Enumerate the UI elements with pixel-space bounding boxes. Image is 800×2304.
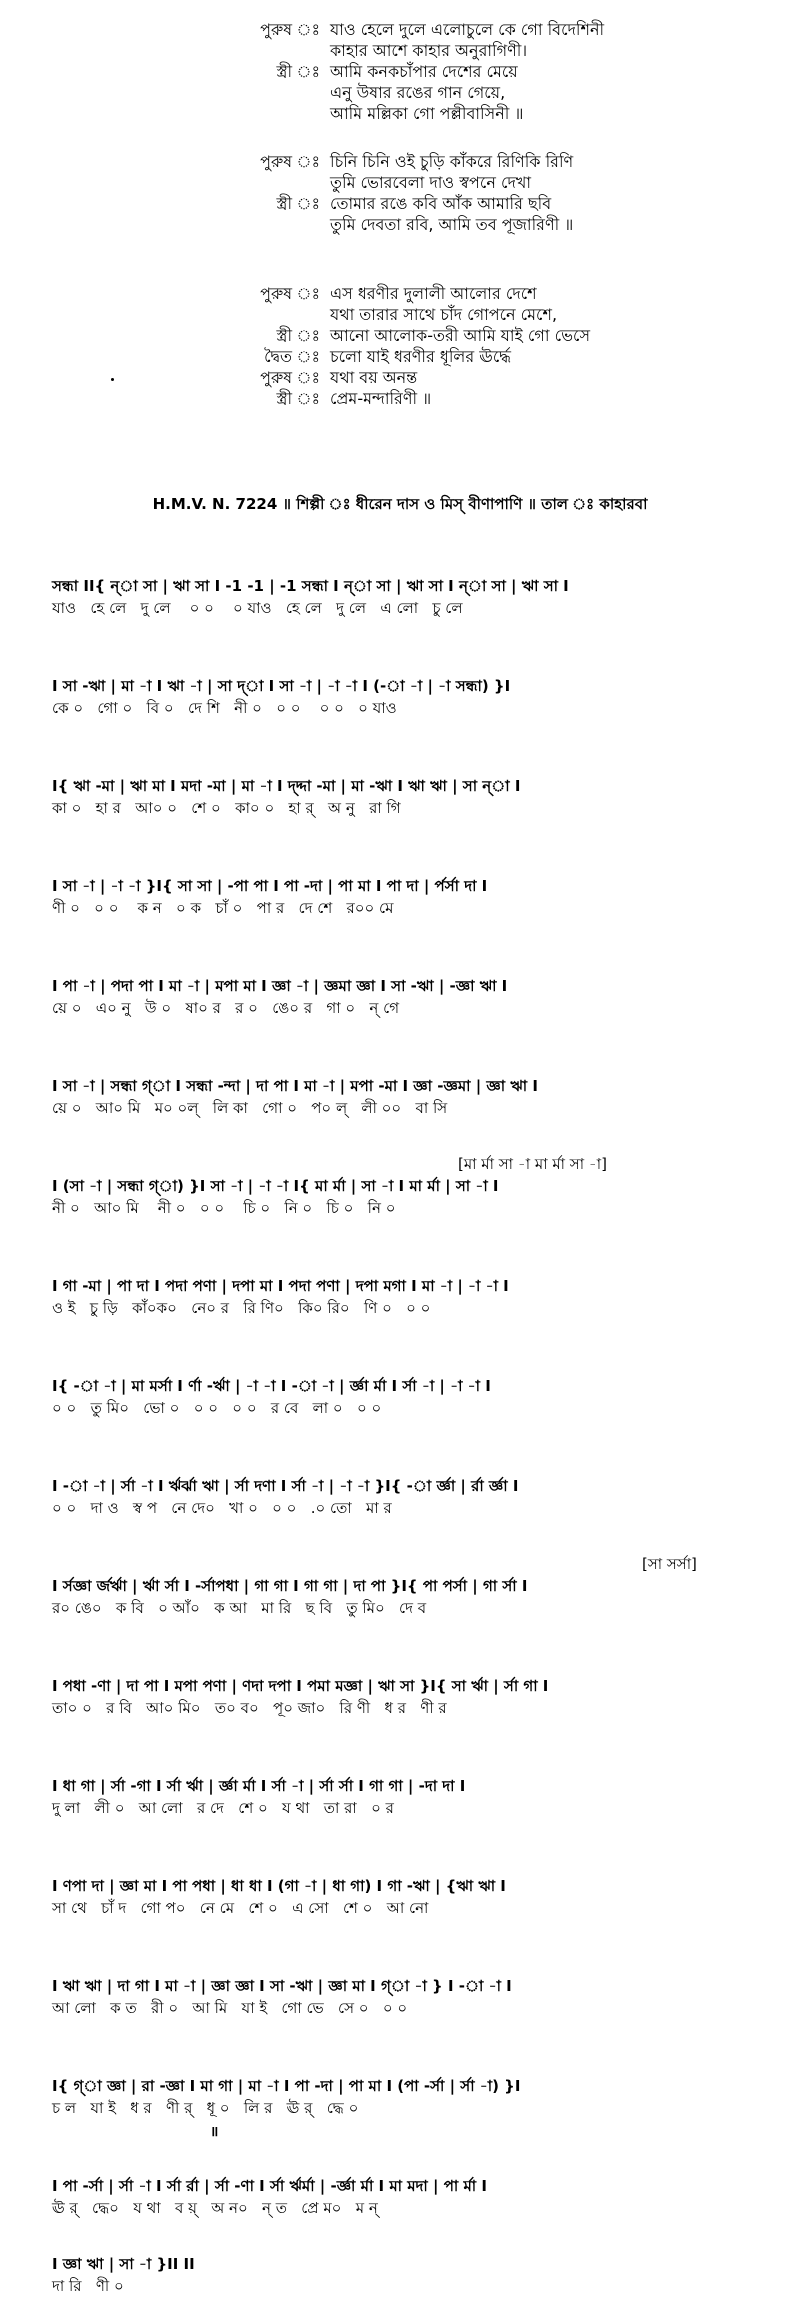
lyric-text: যাও হেলে দুলে এলোচুলে কে গো বিদেশিনী xyxy=(330,20,605,39)
notes-line: সন্ধা II{ ন্া সা | ঋা সা I -1 -1 | -1 সন্ধা I ন্া সা | ঋা সা I ন্া সা | ঋা সা I xyxy=(52,577,569,595)
dot-mark xyxy=(111,378,114,381)
syllables-line: চ ল যা ই ধ র ণী র্ ধূ ০ লি র ঊ র্ দ্ধে ০ xyxy=(52,2099,359,2117)
syllables-line: নী ০ আ০ মি নী ০ ০ ০ চি ০ নি ০ চি ০ নি ০ xyxy=(52,1199,396,1217)
syllables-line: দু লা লী ০ আ লো র দে শে ০ য থা তা রা ০ র xyxy=(52,1799,394,1817)
lyric-text: আনো আলোক-তরী আমি যাই গো ভেসে xyxy=(330,326,591,345)
lyric-text: তুমি ভোরবেলা দাও স্বপনে দেখা xyxy=(330,173,532,192)
notes-line: I (সা -া | সন্ধা গ্া) }I সা -া | -া -া I{ মা র্মা | সা -া I মা র্মা | সা -া I xyxy=(52,1177,499,1195)
notes-line: I{ ঋা -মা | ঋা মা I মদা -মা | মা -া I দ্দ্দা -মা | মা -ঋা I ঋা ঋা | সা ন্া I xyxy=(52,777,521,795)
notes-line: I সা -া | -া -া }I{ সা সা | -পা পা I পা -দা | পা মা I পা দা | র্পর্সা দা I xyxy=(52,877,488,895)
notes-line: I গা -মা | পা দা I পদা পণা | দপা মা I পদা পণা | দপা মগা I মা -া | -া -া I xyxy=(52,1277,509,1295)
lyric-text: যথা বয় অনন্ত xyxy=(330,368,418,387)
speaker-label: পুরুষ ঃ xyxy=(260,284,320,303)
syllables-line: কে ০ গো ০ বি ০ দে শি নী ০ ০ ০ ০ ০ ০ যাও xyxy=(52,699,397,717)
speaker-label: স্ত্রী ঃ xyxy=(276,389,320,408)
lyric-text: প্রেম-মন্দারিণী ॥ xyxy=(330,389,432,408)
notes-line: I ধা গা | র্সা -গা I র্সা র্ঋা | র্জ্ঞা র্মা I র্সা -া | র্সা র্সা I গা গা | -দা দা I xyxy=(52,1777,466,1795)
speaker-label: স্ত্রী ঃ xyxy=(276,194,320,213)
syllables-line: কা ০ হা র আ০ ০ শে ০ কা০ ০ হা র্ অ নু রা গি xyxy=(52,799,401,817)
lyric-text: আমি মল্লিকা গো পল্লীবাসিনী ॥ xyxy=(330,104,524,123)
speaker-label: পুরুষ ঃ xyxy=(260,20,320,39)
lyric-text: তোমার রঙে কবি আঁক আমারি ছবি xyxy=(330,194,552,213)
notes-line: I পা -র্সা | র্সা -া I র্সা র্রা | র্সা -ণা I র্সা র্ঋর্মা | -র্জ্ঞা র্মা I মা মদা | পা র্মা I xyxy=(52,2177,487,2195)
syllables-line: ঊ র্ দ্ধে০ য থা ব য়্ অ ন০ ন্ ত প্রে ম০ ম ন্ xyxy=(52,2199,378,2217)
syllables-line: তা০ ০ র বি আ০ মি০ ত০ ব০ পূ০ জা০ রি ণী ধ র ণী র xyxy=(52,1699,447,1717)
notes-line: I র্সজ্ঞা র্জর্ঋা | র্ঋা র্সা I -র্সাপধা | গা গা I গা গা | দা পা }I{ পা পর্সা | গা র্সা I xyxy=(52,1577,528,1595)
notes-line: I{ -া -া | মা মর্সা I র্ণা -র্ঋা | -া -া I -া -া | র্জ্ঞা র্মা I র্সা -া | -া -া I xyxy=(52,1377,491,1395)
speaker-label: স্ত্রী ঃ xyxy=(276,326,320,345)
speaker-label: পুরুষ ঃ xyxy=(260,152,320,171)
final-double-danda: ॥ xyxy=(210,2124,219,2140)
syllables-line: ও ই চু ড়ি কাঁ০ক০ নে০ র রি ণি০ কি০ রি০ ণি ০ ০ ০ xyxy=(52,1299,431,1317)
record-header: H.M.V. N. 7224 ॥ শিল্পী ঃ ধীরেন দাস ও মিস্ বীণাপাণি ॥ তাল ঃ কাহারবা xyxy=(152,495,648,513)
syllables-line: দা রি ণী ০ xyxy=(52,2277,124,2295)
lyric-text: চিনি চিনি ওই চুড়ি কাঁকরে রিণিকি রিণি xyxy=(330,152,574,171)
lyric-text: যথা তারার সাথে চাঁদ গোপনে মেশে, xyxy=(330,305,558,324)
lyric-text: কাহার আশে কাহার অনুরাগিণী। xyxy=(330,41,528,60)
syllables-line: ০ ০ দা ও স্ব প নে দে০ খা ০ ০ ০ .০ তো মা র xyxy=(52,1499,392,1517)
notes-line: I পধা -ণা | দা পা I মপা পণা | ণদা দপা I পমা মজ্ঞা | ঋা সা }I{ সা র্ঋা | র্সা গা I xyxy=(52,1677,549,1695)
speaker-label: স্ত্রী ঃ xyxy=(276,62,320,81)
lyric-text: এনু উষার রঙের গান গেয়ে, xyxy=(330,83,506,102)
lyric-text: এস ধরণীর দুলালী আলোর দেশে xyxy=(330,284,537,303)
syllables-line: সা থে চাঁ দ গো প০ নে মে শে ০ এ সো শে ০ আ নো xyxy=(52,1899,429,1917)
syllables-line: য়ে ০ আ০ মি ম০ ০ল্ লি কা গো ০ প০ ল্ লী ০০ বা সি xyxy=(52,1099,448,1117)
bracket-note: [সা সর্সা] xyxy=(642,1555,697,1573)
syllables-line: র০ ঙে০ ক বি ০ আঁ০ ক আ মা রি ছ বি তু মি০ দে ব xyxy=(52,1599,427,1617)
lyric-text: তুমি দেবতা রবি, আমি তব পূজারিণী ॥ xyxy=(330,215,574,234)
syllables-line: য়ে ০ এ০ নু উ ০ ষা০ র র ০ ঙে০ র গা ০ ন্ গে xyxy=(52,999,400,1017)
notes-line: I পা -া | পদা পা I মা -া | মপা মা I জ্ঞা -া | জ্ঞমা জ্ঞা I সা -ঋা | -জ্ঞা ঋা I xyxy=(52,977,508,995)
notes-line: I জ্ঞা ঋা | সা -া }II II xyxy=(52,2255,195,2273)
syllables-line: ০ ০ তু মি০ ভো ০ ০ ০ ০ ০ র বে লা ০ ০ ০ xyxy=(52,1399,382,1417)
lyric-text: চলো যাই ধরণীর ধূলির ঊর্দ্ধে xyxy=(330,347,511,366)
speaker-label: পুরুষ ঃ xyxy=(260,368,320,387)
lyric-text: আমি কনকচাঁপার দেশের মেয়ে xyxy=(330,62,518,81)
bracket-note: [মা র্মা সা -া মা র্মা সা -া] xyxy=(458,1155,608,1173)
notes-line: I ণপা দা | জ্ঞা মা I পা পধা | ধা ধা I (গা -া | ধা গা) I গা -ঋা | {ঋা ঋা I xyxy=(52,1877,506,1895)
speaker-label: দ্বৈত ঃ xyxy=(264,347,320,366)
syllables-line: আ লো ক ত রী ০ আ মি যা ই গো ভে সে ০ ০ ০ xyxy=(52,1999,408,2017)
syllables-line: যাও হে লে দু লে ০ ০ ০ যাও হে লে দু লে এ লো চু লে xyxy=(52,599,463,617)
notes-line: I -া -া | র্সা -া I র্ঋর্ঝা ঋা | র্সা দণা I র্সা -া | -া -া }I{ -া র্জ্ঞা | র্রা র্জ্ঞা I xyxy=(52,1477,519,1495)
notes-line: I ঋা ঋা | দা গা I মা -া | জ্ঞা জ্ঞা I সা -ঋা | জ্ঞা মা I গ্া -া } I -া -া I xyxy=(52,1977,512,1995)
notes-line: I{ গ্া জ্ঞা | রা -জ্ঞা I মা গা | মা -া I পা -দা | পা মা I (পা -র্সা | র্সা -া) }I xyxy=(52,2077,521,2095)
notes-line: I সা -া | সন্ধা গ্া I সন্ধা -ন্দা | দা পা I মা -া | মপা -মা I জ্ঞা -জ্ঞমা | জ্ঞা ঋা I xyxy=(52,1077,538,1095)
syllables-line: ণী ০ ০ ০ ক ন ০ ক চাঁ ০ পা র দে শে র০০ মে xyxy=(52,899,394,917)
notes-line: I সা -ঋা | মা -া I ঋা -া | সা দ্া I সা -া | -া -া I (-া -া | -া সন্ধা) }I xyxy=(52,677,511,695)
